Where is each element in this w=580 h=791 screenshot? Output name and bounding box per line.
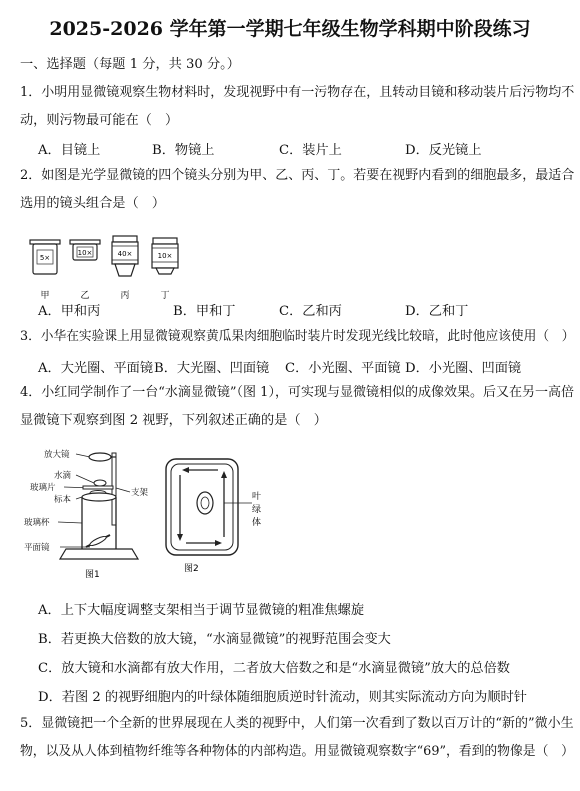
q3-option-a[interactable]: A．大光圈、平面镜 bbox=[38, 361, 154, 376]
lens-yi-label: 乙 bbox=[80, 291, 90, 301]
q3-option-d[interactable]: D．小光圈、凹面镜 bbox=[405, 361, 522, 376]
chloroplast-label-1: 叶 bbox=[252, 492, 262, 502]
label-plane-mirror: 平面镜 bbox=[24, 543, 50, 553]
question-3-line-1: 3．小华在实验课上用显微镜观察黄瓜果肉细胞临时装片时发现光线比较暗，此时他应该使用（ ） bbox=[20, 329, 575, 344]
q3-option-b[interactable]: B．大光圈、凹面镜 bbox=[154, 361, 270, 376]
label-support: 支架 bbox=[131, 488, 149, 498]
lens-bing-mag: 40× bbox=[117, 250, 133, 258]
q3-option-c[interactable]: C．小光圈、平面镜 bbox=[285, 361, 401, 376]
question-1-line-2: 动，则污物最可能在（ ） bbox=[20, 113, 179, 128]
q2-option-d[interactable]: D．乙和丁 bbox=[405, 304, 469, 319]
lens-bing-objective bbox=[112, 236, 138, 301]
question-5-line-2: 物，以及从人体到植物纤维等各种物体的内部构造。用显微镜观察数字“69”，看到的物像是（ ） bbox=[20, 744, 574, 759]
lens-yi-eyepiece bbox=[70, 240, 100, 301]
lens-jia-label: 甲 bbox=[40, 291, 50, 301]
lens-yi-mag: 10× bbox=[77, 249, 93, 257]
question-2-line-1: 2．如图是光学显微镜的四个镜头分别为甲、乙、丙、丁。若要在视野内看到的细胞最多，最适合 bbox=[20, 168, 575, 183]
label-magnifier: 放大镜 bbox=[44, 450, 70, 460]
question-2-line-2: 选用的镜头组合是（ ） bbox=[20, 196, 166, 211]
water-drop-microscope-figure bbox=[20, 443, 170, 583]
q2-option-b[interactable]: B．甲和丁 bbox=[173, 304, 236, 319]
q2-option-c[interactable]: C．乙和丙 bbox=[279, 304, 342, 319]
q1-option-a[interactable]: A．目镜上 bbox=[38, 143, 101, 158]
lens-ding-label: 丁 bbox=[160, 291, 170, 301]
q2-option-a[interactable]: A．甲和丙 bbox=[38, 304, 101, 319]
question-1-line-1: 1．小明用显微镜观察生物材料时，发现视野中有一污物存在，且转动目镜和移动装片后污物均不 bbox=[20, 85, 575, 100]
question-4-line-1: 4．小红同学制作了一台“水滴显微镜”（图 1），可实现与显微镜相似的成像效果。后又在另一高倍 bbox=[20, 385, 574, 400]
label-glass-slide: 玻璃片 bbox=[30, 483, 56, 493]
lens-jia-mag: 5× bbox=[39, 254, 51, 262]
q1-option-b[interactable]: B．物镜上 bbox=[152, 143, 215, 158]
q4-option-d[interactable]: D．若图 2 的视野细胞内的叶绿体随细胞质逆时针流动，则其实际流动方向为顺时针 bbox=[38, 690, 527, 705]
lens-bing-label: 丙 bbox=[120, 291, 130, 301]
lens-jia-eyepiece bbox=[30, 240, 60, 301]
q1-option-d[interactable]: D．反光镜上 bbox=[405, 143, 482, 158]
chloroplast-label-3: 体 bbox=[252, 518, 262, 528]
cell-view-figure bbox=[160, 455, 270, 575]
lens-ding-mag: 10× bbox=[157, 252, 173, 260]
q1-option-c[interactable]: C．装片上 bbox=[279, 143, 342, 158]
question-5-line-1: 5．显微镜把一个全新的世界展现在人类的视野中，人们第一次看到了数以百万计的“新的”微小生 bbox=[20, 716, 574, 731]
figure-1-caption: 图1 bbox=[85, 570, 100, 580]
q4-option-c[interactable]: C．放大镜和水滴都有放大作用，二者放大倍数之和是“水滴显微镜”放大的总倍数 bbox=[38, 661, 510, 676]
figure-2-caption: 图2 bbox=[184, 564, 199, 574]
section-heading: 一、选择题（每题 1 分，共 30 分。） bbox=[20, 57, 240, 72]
lens-ding-objective bbox=[152, 238, 178, 301]
label-water-drop: 水滴 bbox=[54, 471, 72, 481]
chloroplast-label-2: 绿 bbox=[252, 505, 262, 515]
question-4-line-2: 显微镜下观察到图 2 视野，下列叙述正确的是（ ） bbox=[20, 413, 327, 428]
label-specimen: 标本 bbox=[54, 495, 72, 505]
label-glass-cup: 玻璃杯 bbox=[24, 518, 50, 528]
q4-option-b[interactable]: B．若更换大倍数的放大镜，“水滴显微镜”的视野范围会变大 bbox=[38, 632, 391, 647]
page-title: 2025-2026 学年第一学期七年级生物学科期中阶段练习 bbox=[49, 18, 531, 40]
q4-option-a[interactable]: A．上下大幅度调整支架相当于调节显微镜的粗准焦螺旋 bbox=[38, 603, 365, 618]
